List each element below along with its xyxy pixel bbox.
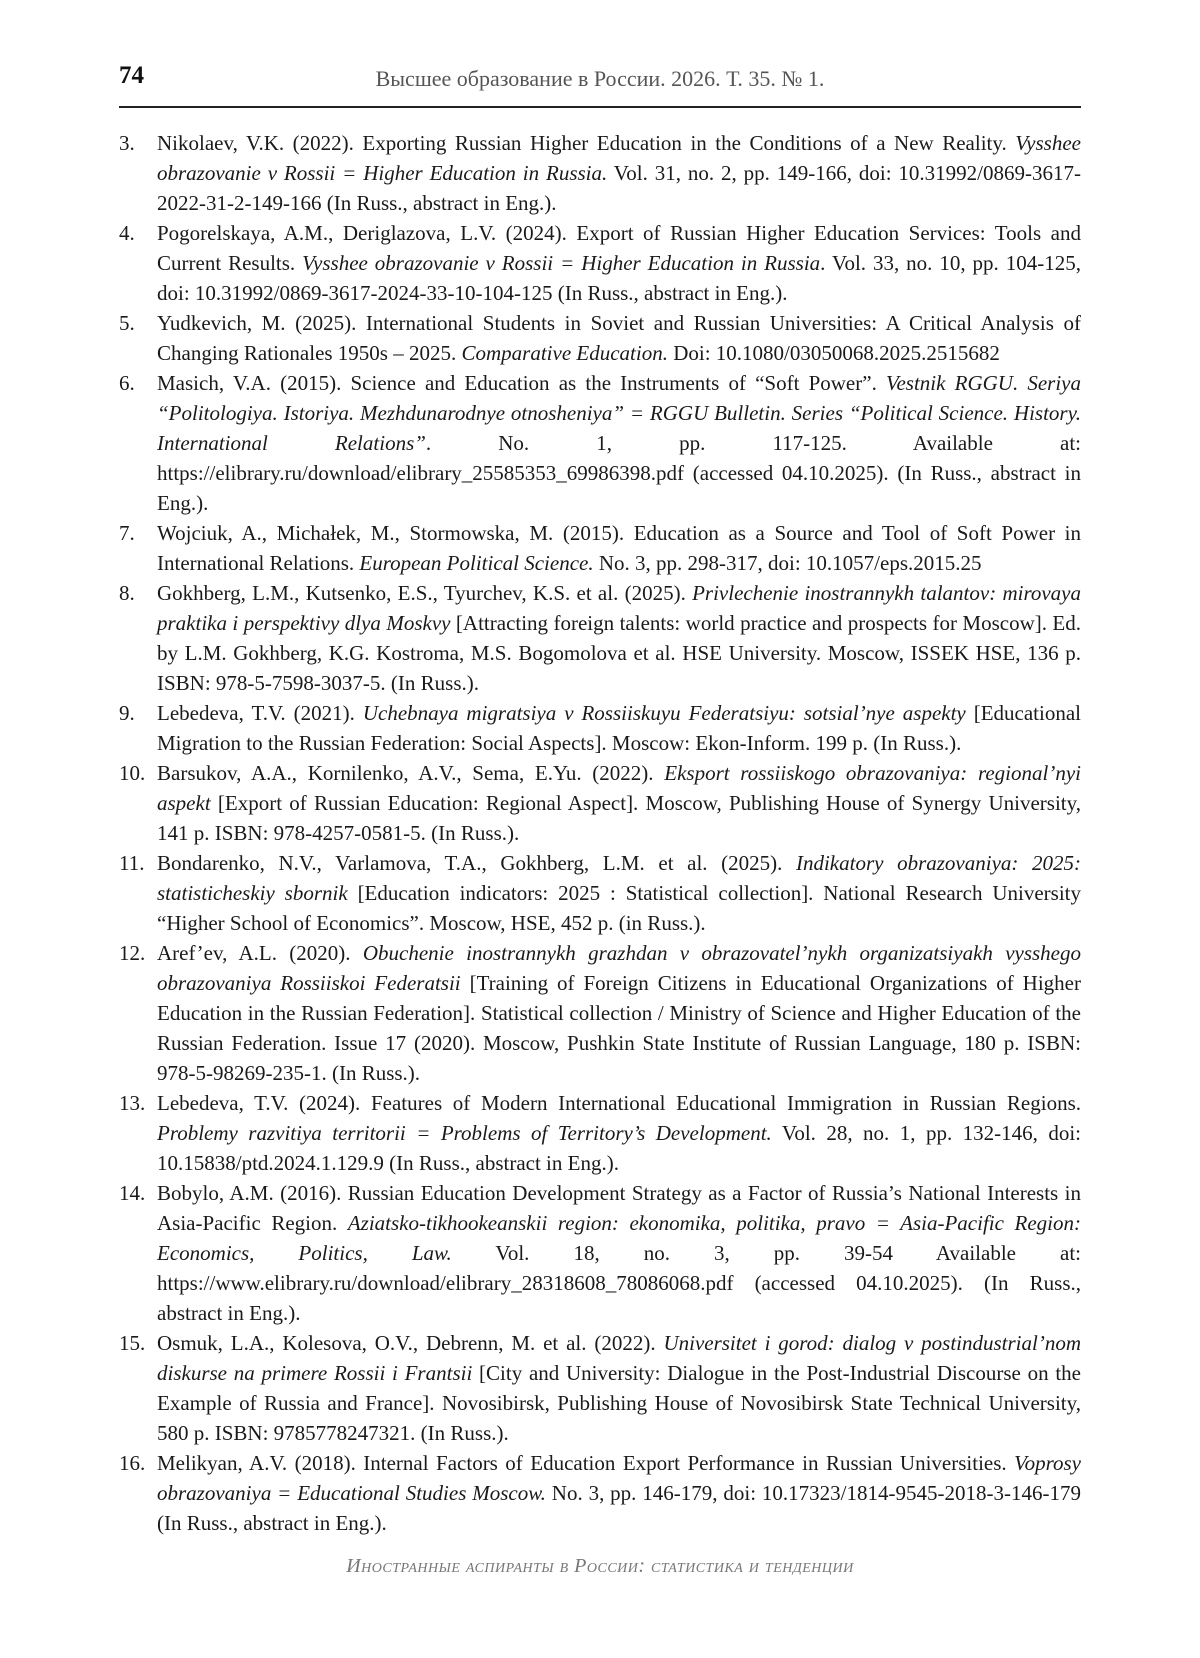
- reference-number: 9.: [119, 701, 135, 725]
- reference-fragment: Bondarenko, N.V., Varlamova, T.A., Gokhberg, L.M. et al. (2025).: [157, 851, 796, 875]
- reference-fragment: Nikolaev, V.K. (2022). Exporting Russian Higher Education in the Conditions of a New Reality.: [157, 131, 1016, 155]
- reference-fragment: Vol. 18, no. 3, pp. 39-54 Available at: https://www.elibrary.ru/download/elibrary_28318608_78086068.pdf (accessed 04.10.2025). (In Russ., abstract in Eng.).: [157, 1241, 1081, 1325]
- reference-fragment: Yudkevich, M. (2025). International Students in Soviet and Russian Universities: A Critical Analysis of Changing Rationales 1950s – 2025.: [157, 311, 1081, 365]
- reference-source-title: Voprosy obrazovaniya = Educational Studies Moscow.: [157, 1451, 1081, 1505]
- reference-fragment: Barsukov, A.A., Kornilenko, A.V., Sema, E.Yu. (2022).: [157, 761, 665, 785]
- reference-fragment: Masich, V.A. (2015). Science and Education as the Instruments of “Soft Power”.: [157, 371, 886, 395]
- reference-item: [119, 758, 1081, 848]
- reference-number: 14.: [119, 1181, 146, 1205]
- reference-item: [119, 368, 1081, 518]
- reference-fragment: [Training of Foreign Citizens in Educational Organizations of Higher Education in the Russian Federation]. Statistical collection / Ministry of Science and Higher Education of the Russian Federation. Issue 17 (2020). Moscow, Pushkin State Institute of Russian Language, 180 p. ISBN: 978-5-98269-235-1. (In Russ.).: [157, 971, 1081, 1085]
- reference-item: [119, 308, 1081, 368]
- reference-source-title: Problemy razvitiya territorii = Problems of Territory’s Development.: [157, 1121, 772, 1145]
- reference-fragment: Bobylo, A.M. (2016). Russian Education Development Strategy as a Factor of Russia’s National Interests in Asia-Pacific Region.: [157, 1181, 1081, 1235]
- reference-fragment: Gokhberg, L.M., Kutsenko, E.S., Tyurchev, K.S. et al. (2025).: [157, 581, 693, 605]
- reference-text: [157, 758, 1081, 848]
- reference-number: 16.: [119, 1451, 146, 1475]
- reference-fragment: . Vol. 33, no. 10, pp. 104-125, doi: 10.31992/0869-3617-2024-33-10-104-125 (In Russ., abstract in Eng.).: [157, 251, 1081, 305]
- reference-text: [157, 1328, 1081, 1448]
- reference-source-title: Vysshee obrazovanie v Rossii = Higher Education in Russia: [302, 251, 821, 275]
- reference-fragment: . No. 1, pp. 117-125. Available at: https://elibrary.ru/download/elibrary_25585353_69986398.pdf (accessed 04.10.2025). (In Russ., abstract in Eng.).: [157, 431, 1081, 515]
- reference-number: 12.: [119, 941, 146, 965]
- reference-source-title: Vestnik RGGU. Seriya “Politologiya. Istoriya. Mezhdunarodnye otnosheniya” = RGGU Bulletin. Series “Political Science. History. International Relations”: [157, 371, 1081, 455]
- reference-item: [119, 698, 1081, 758]
- reference-fragment: Wojciuk, A., Michałek, M., Stormowska, M. (2015). Education as a Source and Tool of Soft Power in International Relations.: [157, 521, 1081, 575]
- reference-fragment: Osmuk, L.A., Kolesova, O.V., Debrenn, M. et al. (2022).: [157, 1331, 664, 1355]
- reference-text: [157, 1088, 1081, 1178]
- reference-number: 5.: [119, 311, 135, 335]
- page-number: 74: [119, 62, 144, 89]
- reference-item: [119, 938, 1081, 1088]
- reference-source-title: Vysshee obrazovanie v Rossii = Higher Education in Russia.: [157, 131, 1081, 185]
- reference-text: [157, 1448, 1081, 1538]
- reference-number: 13.: [119, 1091, 146, 1115]
- reference-number: 7.: [119, 521, 135, 545]
- reference-number: 6.: [119, 371, 135, 395]
- reference-text: [157, 938, 1081, 1088]
- reference-number: 3.: [119, 131, 135, 155]
- reference-item: [119, 578, 1081, 698]
- reference-source-title: Aziatsko-tikhookeanskii region: ekonomika, politika, pravo = Asia-Pacific Region: Economics, Politics, Law.: [157, 1211, 1081, 1265]
- reference-text: [157, 218, 1081, 308]
- reference-number: 11.: [119, 851, 145, 875]
- reference-fragment: [Attracting foreign talents: world practice and prospects for Moscow]. Ed. by L.M. Gokhberg, K.G. Kostroma, M.S. Bogomolova et al. HSE University. Moscow, ISSEK HSE, 136 p. ISBN: 978-5-7598-3037-5. (In Russ.).: [157, 611, 1082, 695]
- reference-fragment: Vol. 31, no. 2, pp. 149-166, doi: 10.31992/0869-3617-2022-31-2-149-166 (In Russ., abstract in Eng.).: [157, 161, 1081, 215]
- reference-text: [157, 848, 1081, 938]
- reference-item: [119, 1178, 1081, 1328]
- reference-text: [157, 698, 1081, 758]
- reference-fragment: Pogorelskaya, A.M., Deriglazova, L.V. (2024). Export of Russian Higher Education Services: Tools and Current Results.: [157, 221, 1081, 275]
- reference-source-title: Universitet i gorod: dialog v postindustrial’nom diskurse na primere Rossii i Frantsii: [157, 1331, 1082, 1385]
- reference-fragment: [Educational Migration to the Russian Federation: Social Aspects]. Moscow: Ekon-Inform. 199 p. (In Russ.).: [157, 701, 1082, 755]
- reference-text: [157, 308, 1081, 368]
- reference-source-title: Privlechenie inostrannykh talantov: mirovaya praktika i perspektivy dlya Moskvy: [157, 581, 1081, 635]
- reference-text: [157, 128, 1081, 218]
- reference-fragment: [City and University: Dialogue in the Post-Industrial Discourse on the Example of Russia and France]. Novosibirsk, Publishing House of Novosibirsk State Technical University, 580 p. ISBN: 9785778247321. (In Russ.).: [157, 1361, 1081, 1445]
- page-header: [119, 60, 1081, 108]
- reference-fragment: Melikyan, A.V. (2018). Internal Factors of Education Export Performance in Russian Universities.: [157, 1451, 1015, 1475]
- reference-number: 10.: [119, 761, 146, 785]
- reference-source-title: Uchebnaya migratsiya v Rossiiskuyu Federatsiyu: sotsial’nye aspekty: [362, 701, 966, 725]
- reference-item: [119, 218, 1081, 308]
- reference-source-title: Indikatory obrazovaniya: 2025: statisticheskiy sbornik: [157, 851, 1081, 905]
- reference-list: [119, 128, 1081, 1538]
- reference-source-title: Comparative Education.: [461, 341, 668, 365]
- reference-item: [119, 1448, 1081, 1538]
- reference-item: [119, 848, 1081, 938]
- reference-number: 4.: [119, 221, 135, 245]
- reference-fragment: Lebedeva, T.V. (2021).: [157, 701, 363, 725]
- reference-fragment: [Export of Russian Education: Regional Aspect]. Moscow, Publishing House of Synergy University, 141 p. ISBN: 978-4257-0581-5. (In Russ.).: [157, 791, 1081, 845]
- reference-fragment: Doi: 10.1080/03050068.2025.2515682: [667, 341, 1000, 365]
- journal-title: Высшее образование в России. 2026. Т. 35. № 1.: [375, 66, 825, 91]
- reference-fragment: Vol. 28, no. 1, pp. 132-146, doi: 10.15838/ptd.2024.1.129.9 (In Russ., abstract in Eng.).: [157, 1121, 1082, 1175]
- reference-number: 15.: [119, 1331, 146, 1355]
- reference-text: [157, 578, 1081, 698]
- reference-item: [119, 1328, 1081, 1448]
- reference-item: [119, 1088, 1081, 1178]
- reference-fragment: No. 3, pp. 298-317, doi: 10.1057/eps.2015.25: [593, 551, 982, 575]
- reference-source-title: Eksport rossiiskogo obrazovaniya: regional’nyi aspekt: [157, 761, 1081, 815]
- reference-fragment: Aref’ev, A.L. (2020).: [157, 941, 363, 965]
- reference-fragment: Lebedeva, T.V. (2024). Features of Modern International Educational Immigration in Russian Regions.: [157, 1091, 1081, 1115]
- reference-text: [157, 1178, 1081, 1328]
- reference-number: 8.: [119, 581, 135, 605]
- reference-fragment: [Education indicators: 2025 : Statistical collection]. National Research University “Higher School of Economics”. Moscow, HSE, 452 p. (in Russ.).: [157, 881, 1081, 935]
- reference-source-title: European Political Science.: [359, 551, 594, 575]
- reference-text: [157, 518, 1081, 578]
- reference-text: [157, 368, 1081, 518]
- reference-item: [119, 128, 1081, 218]
- reference-item: [119, 518, 1081, 578]
- reference-fragment: No. 3, pp. 146-179, doi: 10.17323/1814-9545-2018-3-146-179 (In Russ., abstract in Eng.).: [157, 1481, 1081, 1535]
- running-footer: Иностранные аспиранты в России: статистика и тенденции: [346, 1555, 854, 1577]
- reference-source-title: Obuchenie inostrannykh grazhdan v obrazovatel’nykh organizatsiyakh vysshego obrazovaniya Rossiiskoi Federatsii: [157, 941, 1082, 995]
